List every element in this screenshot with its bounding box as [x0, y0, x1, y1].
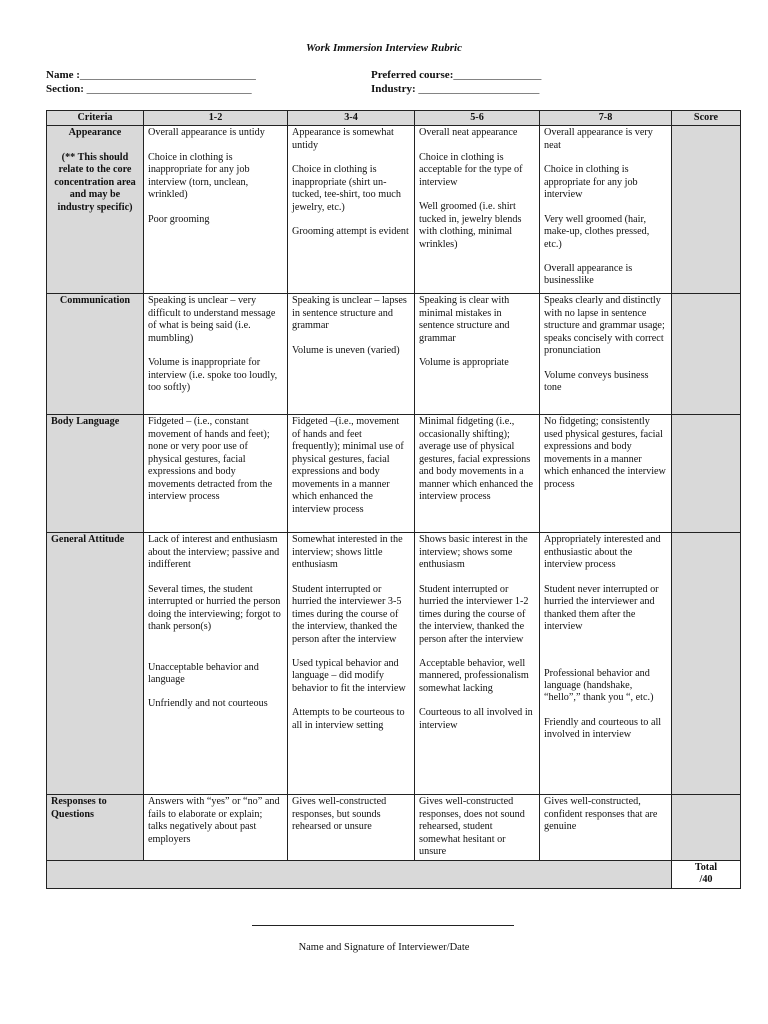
rubric-cell — [540, 415, 672, 533]
total-value: /40 — [699, 874, 713, 886]
descriptor: Well groomed (i.e. shirt tucked in, jewelry blends with clothing, minimal wrinkles) — [419, 201, 522, 250]
table-row — [47, 415, 741, 533]
rubric-cell — [540, 126, 672, 294]
column-header: 5-6 — [415, 111, 540, 126]
score-cell[interactable] — [672, 294, 741, 415]
descriptor: No fidgeting; consistently used physical gestures, facial expressions and body movements in a manner which enhanced the interview process — [544, 416, 666, 490]
descriptor: Overall appearance is very neat — [544, 127, 653, 151]
score-cell[interactable] — [672, 126, 741, 294]
descriptor: Overall appearance is untidy — [148, 127, 265, 139]
rubric-cell — [415, 415, 540, 533]
rubric-cell — [288, 294, 415, 415]
descriptor: Acceptable behavior, well mannered, professionalism somewhat lacking — [419, 657, 529, 694]
descriptor: Used typical behavior and language – did modify behavior to fit the interview — [292, 657, 406, 694]
section-label: Section: — [46, 83, 84, 95]
descriptor: Volume is appropriate — [419, 357, 509, 369]
criteria-cell — [47, 533, 144, 795]
rubric-cell — [144, 294, 288, 415]
descriptor: Speaking is unclear – very difficult to understand message of what is being said (i.e. mumbling) — [148, 295, 276, 344]
descriptor: Gives well-constructed responses, does not sound rehearsed, student somewhat hesitant or unsure — [419, 796, 525, 858]
descriptor: Volume is inappropriate for interview (i.e. spoke too loudly, too softly) — [148, 357, 278, 394]
rubric-title: Work Immersion Interview Rubric — [306, 42, 462, 54]
preferred-course-field[interactable] — [371, 69, 541, 81]
course-blank: ________________ — [453, 69, 542, 81]
descriptor: Overall appearance is businesslike — [544, 262, 633, 287]
descriptor: Fidgeted – (i.e., constant movement of hands and feet); none or very poor use of physical gestures, facial expressions and body movements detracted from the interview process — [148, 416, 273, 503]
rubric-cell — [288, 795, 415, 860]
descriptor: Unacceptable behavior and language — [148, 661, 259, 685]
descriptor: Poor grooming — [148, 213, 210, 225]
name-blank: ________________________________ — [79, 69, 256, 81]
descriptor: Appropriately interested and enthusiastic about the interview process — [544, 534, 661, 571]
descriptor: Choice in clothing is inappropriate for any job interview (torn, unclean, wrinkled) — [148, 151, 250, 201]
column-header: 3-4 — [288, 111, 415, 126]
descriptor: Choice in clothing is inappropriate (shirt un-tucked, tee-shirt, too much jewelry, etc.) — [292, 164, 401, 213]
descriptor: Speaking is unclear – lapses in sentence structure and grammar — [292, 295, 407, 332]
descriptor: Student never interrupted or hurried the interviewer and thanked them after the interview — [544, 583, 659, 633]
rubric-cell — [144, 795, 288, 860]
column-header: Criteria — [47, 111, 144, 126]
total-label: Total — [694, 861, 718, 873]
section-blank: ______________________________ — [86, 83, 252, 95]
total-cell[interactable] — [672, 860, 741, 888]
score-cell[interactable] — [672, 533, 741, 795]
rubric-cell — [288, 126, 415, 294]
descriptor: Fidgeted –(i.e., movement of hands and feet frequently); minimal use of physical gestures, facial expressions and body movements in a manner which enhanced the interview process — [292, 416, 404, 515]
descriptor: Very well groomed (hair, make-up, clothes pressed, etc.) — [544, 213, 650, 250]
rubric-cell — [415, 533, 540, 795]
criteria-label: General Attitude — [51, 534, 125, 546]
rubric-cell — [144, 533, 288, 795]
descriptor: Choice in clothing is appropriate for any job interview — [544, 164, 638, 201]
column-header: 1-2 — [144, 111, 288, 126]
column-header: Score — [672, 111, 741, 126]
descriptor: Student interrupted or hurried the interviewer 3-5 times during the course of the interview, thanked the person after the interview — [292, 583, 402, 645]
total-spacer — [47, 860, 672, 888]
score-cell[interactable] — [672, 795, 741, 860]
name-field[interactable] — [46, 69, 256, 81]
score-cell[interactable] — [672, 415, 741, 533]
rubric-cell — [288, 415, 415, 533]
name-label: Name : — [46, 69, 80, 81]
descriptor: Friendly and courteous to all involved in interview — [544, 716, 662, 741]
descriptor: Courteous to all involved in interview — [419, 707, 533, 731]
criteria-label: Responses to Questions — [51, 796, 107, 820]
criteria-cell — [47, 795, 144, 860]
criteria-label: Communication — [59, 295, 131, 307]
descriptor: Grooming attempt is evident — [292, 226, 409, 238]
table-row — [47, 795, 741, 860]
descriptor: Lack of interest and enthusiasm about the interview; passive and indifferent — [148, 534, 280, 571]
industry-blank: ______________________ — [418, 83, 540, 95]
descriptor: Gives well-constructed, confident responses that are genuine — [544, 796, 658, 833]
industry-label: Industry: — [371, 83, 416, 95]
total-row — [47, 860, 741, 888]
criteria-cell — [47, 294, 144, 415]
criteria-label: Body Language — [51, 416, 120, 428]
rubric-cell — [415, 126, 540, 294]
descriptor: Attempts to be courteous to all in interview setting — [292, 707, 405, 731]
descriptor: Several times, the student interrupted or hurried the person doing the interviewing; forgot to thank person(s) — [148, 583, 281, 633]
descriptor: Volume is uneven (varied) — [292, 344, 400, 356]
rubric-cell — [288, 533, 415, 795]
rubric-cell — [540, 795, 672, 860]
table-row — [47, 533, 741, 795]
signature-label: Name and Signature of Interviewer/Date — [298, 942, 470, 953]
column-header: 7-8 — [540, 111, 672, 126]
descriptor: Student interrupted or hurried the interviewer 1-2 times during the course of the interview, thanked the person after the interview — [419, 583, 529, 645]
descriptor: Minimal fidgeting (i.e., occasionally shifting); average use of physical gestures, facial expressions and body movements in a manner which enhanced the interview process — [419, 416, 533, 503]
criteria-label: Appearance — [68, 127, 122, 139]
rubric-cell — [540, 294, 672, 415]
descriptor: Speaking is clear with minimal mistakes in sentence structure and grammar — [419, 295, 510, 344]
table-row — [47, 126, 741, 294]
descriptor: Shows basic interest in the interview; shows some enthusiasm — [419, 534, 528, 571]
descriptor: Answers with “yes” or “no” and fails to elaborate or explain; talks negatively about past employers — [148, 796, 280, 845]
criteria-cell — [47, 415, 144, 533]
rubric-table — [46, 110, 741, 889]
signature-line[interactable] — [252, 925, 514, 926]
rubric-cell — [415, 294, 540, 415]
descriptor: Gives well-constructed responses, but sounds rehearsed or unsure — [292, 796, 387, 833]
descriptor: Somewhat interested in the interview; shows little enthusiasm — [292, 534, 403, 571]
criteria-cell — [47, 126, 144, 294]
descriptor: Volume conveys business tone — [544, 369, 649, 394]
descriptor: Appearance is somewhat untidy — [292, 127, 394, 151]
rubric-cell — [144, 415, 288, 533]
rubric-cell — [144, 126, 288, 294]
rubric-cell — [415, 795, 540, 860]
descriptor: Overall neat appearance — [419, 127, 518, 139]
rubric-cell — [540, 533, 672, 795]
criteria-note: (** This should relate to the core concentration area and may be industry specific) — [54, 151, 136, 213]
industry-field[interactable] — [371, 83, 539, 95]
descriptor: Unfriendly and not courteous — [148, 698, 268, 710]
descriptor: Choice in clothing is acceptable for the type of interview — [419, 151, 523, 188]
descriptor: Speaks clearly and distinctly with no lapse in sentence structure and grammar usage; speaks concisely with correct pronunciation — [544, 295, 665, 357]
descriptor: Professional behavior and language (handshake, “hello”,” thank you “, etc.) — [544, 667, 654, 704]
header-row — [47, 111, 741, 126]
course-label: Preferred course: — [371, 69, 454, 81]
section-field[interactable] — [46, 83, 252, 95]
table-row — [47, 294, 741, 415]
